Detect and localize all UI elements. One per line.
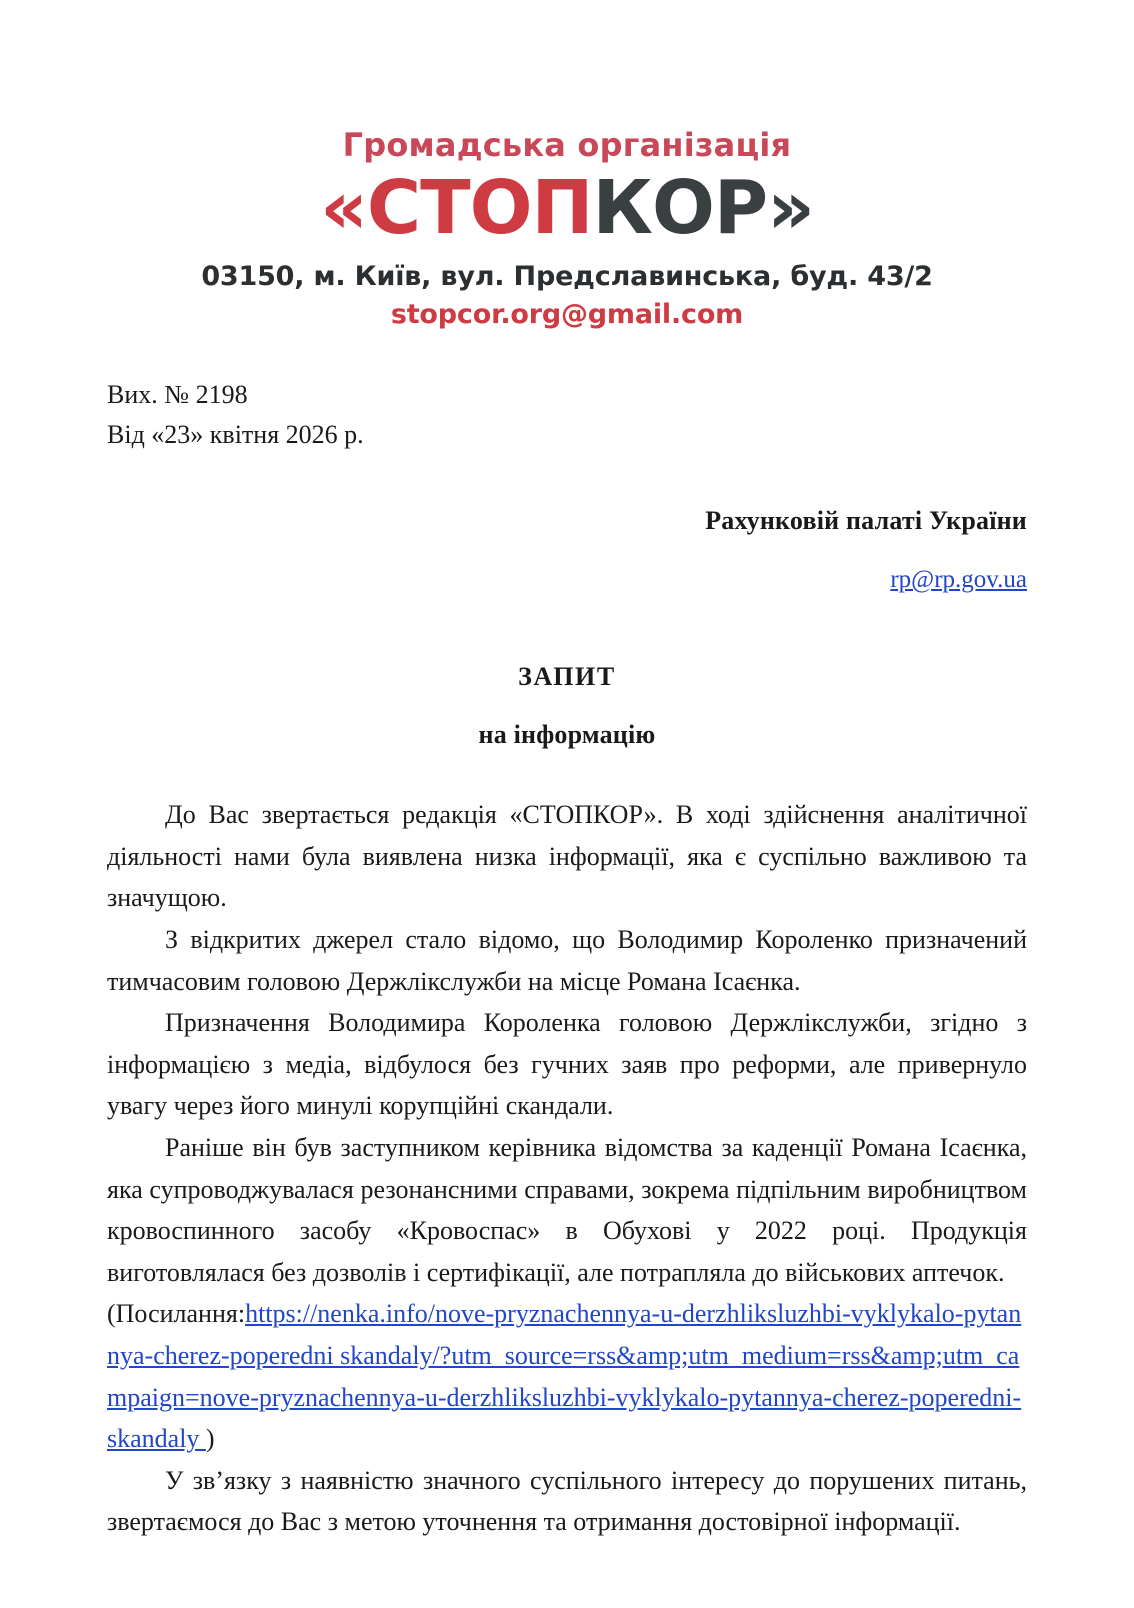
letterhead-address: 03150, м. Київ, вул. Предславинська, буд. 43/2	[201, 261, 933, 293]
body-paragraph-3: Призначення Володимира Короленка головою Держлікслужби, згідно з інформацією з медіа, відбулося без гучних заяв про реформи, але привернуло увагу через його минулі корупційні скандали.	[107, 1008, 1027, 1121]
addressee-name: Рахунковій палаті України	[705, 506, 1027, 536]
body-paragraph-2: З відкритих джерел стало відомо, що Володимир Короленко призначений тимчасовим головою Держлікслужби на місце Романа Ісаєнка.	[107, 925, 1027, 996]
reference-block	[107, 375, 1027, 454]
letterhead-logo-name	[0, 165, 1134, 252]
logo-text-red: «СТОП	[320, 165, 593, 252]
addressee-email	[107, 566, 1027, 594]
body-paragraph-4: Раніше він був заступником керівника відомства за каденції Романа Ісаєнка, яка супроводжувалася резонансними справами, зокрема підпільним виробництвом кровоспинного засобу «Кровоспас» в Обухові у 2022 році. Продукція виготовлялася без дозволів і сертифікації, але потрапляла до військових аптечок.	[107, 1132, 1027, 1287]
document-subtitle: на інформацію	[478, 720, 656, 750]
source-link-paragraph	[107, 1293, 1027, 1459]
source-link-suffix: )	[205, 1424, 215, 1454]
body-paragraph-1: До Вас звертається редакція «СТОПКОР». В ході здійснення аналітичної діяльності нами була виявлена низка інформації, яка є суспільно важливою та значущою.	[107, 800, 1027, 913]
outgoing-number: Вих. № 2198	[107, 380, 248, 410]
document-sheet	[107, 375, 1027, 1543]
source-url-link[interactable]: https://nenka.info/nove-pryznachennya-u-derzhliksluzhbi-vyklykalo-pytannya-cherez-poperedni skandaly/?utm_source=rss&amp;utm_medium=rss&amp;utm_campaign=nove-pryznachennya-u-derzhliksluzhbi-vyklykalo-pytannya-cherez-poperedni-skandaly	[107, 1299, 1022, 1454]
document-body	[107, 794, 1027, 1543]
addressee-email-link[interactable]: rp@rp.gov.ua	[890, 566, 1027, 594]
letterhead-org-line: Громадська організація	[342, 126, 792, 164]
document-title: ЗАПИТ	[518, 662, 616, 692]
body-paragraph-5: У зв’язку з наявністю значного суспільного інтересу до порушених питань, звертаємося до Вас з метою уточнення та отримання достовірної інформації.	[107, 1465, 1027, 1537]
letterhead-email: stopcor.org@gmail.com	[390, 299, 744, 331]
letterhead	[0, 0, 1134, 330]
document-date: Від «23» квітня 2026 р.	[107, 419, 364, 449]
source-link-prefix: (Посилання:	[107, 1299, 246, 1329]
logo-text-dark: КОР»	[592, 165, 814, 252]
